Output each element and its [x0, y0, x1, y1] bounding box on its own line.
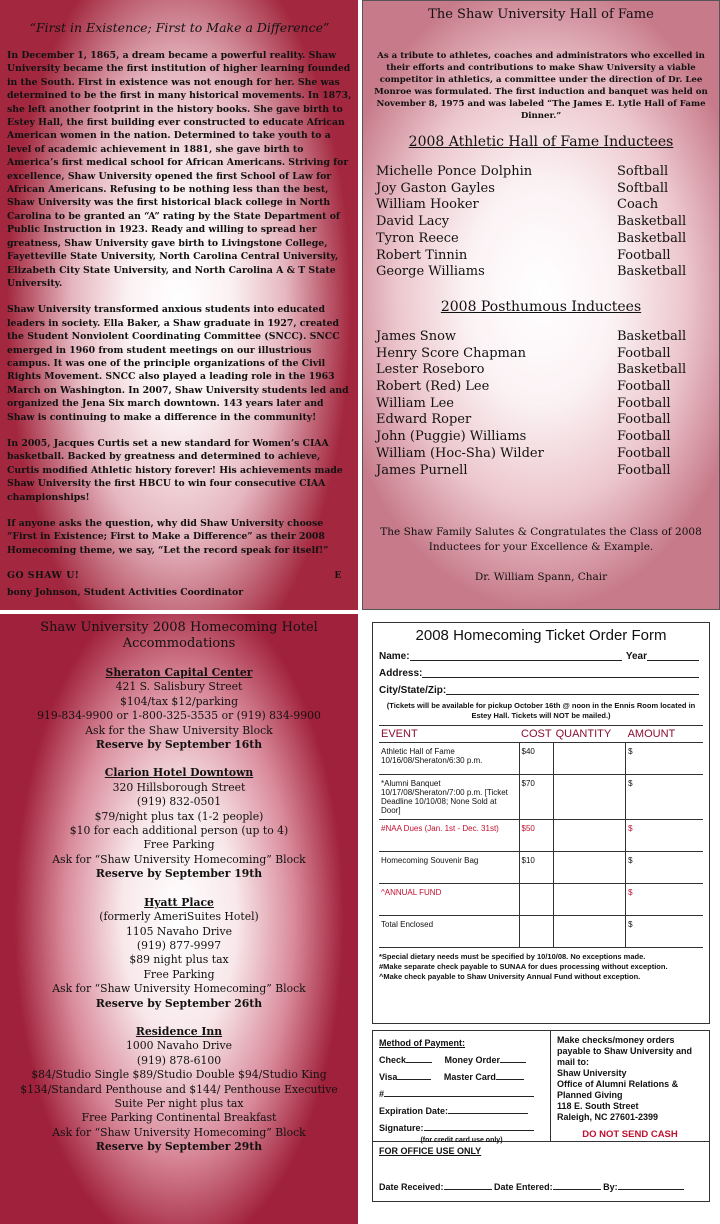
hotel-detail: $89 night plus tax [129, 953, 229, 967]
card-number-field[interactable] [384, 1096, 534, 1097]
hotel-detail: (919) 832-0501 [136, 795, 222, 809]
hotel-detail: 421 S. Salisbury Street [115, 680, 243, 694]
cost-header: COST [519, 726, 554, 743]
inductee-name: Michelle Ponce Dolphin [376, 164, 533, 179]
item-cost: $70 [519, 775, 554, 820]
payment-section [372, 1030, 710, 1142]
item-amount[interactable]: $ [626, 852, 703, 884]
inductee-row [373, 214, 709, 231]
payment-method [373, 1031, 551, 1144]
hotel-name: Hyatt Place [144, 895, 214, 909]
item-amount[interactable]: $ [626, 820, 703, 852]
inductee-sport: Football [617, 412, 671, 428]
check-option[interactable]: Check [379, 1055, 407, 1065]
inductee-name: Lester Roseboro [376, 362, 485, 378]
inductee-sport: Football [617, 395, 671, 411]
item-event: Athletic Hall of Fame 10/16/08/Sheraton/6:30 p.m. [379, 743, 519, 775]
event-header: EVENT [379, 726, 519, 743]
no-cash-warning: DO NOT SEND CASH [582, 1129, 678, 1140]
inductee-sport: Basketball [617, 328, 687, 344]
item-quantity[interactable] [554, 743, 626, 775]
inductee-name: Robert Tinnin [376, 247, 468, 263]
inductee-name: Henry Score Chapman [376, 345, 526, 361]
inductee-name: John (Puggie) Williams [376, 429, 527, 445]
item-amount[interactable]: $ [626, 916, 703, 948]
cheer-letter: E [334, 570, 342, 582]
inductees-heading: 2008 Athletic Hall of Fame Inductees [408, 134, 674, 150]
hotel-entry [6, 766, 352, 881]
form-title: 2008 Homecoming Ticket Order Form [415, 627, 667, 644]
inductee-name: James Snow [376, 328, 457, 344]
inductee-row [373, 362, 709, 379]
name-label: Name: [379, 651, 410, 662]
inductee-row [373, 181, 709, 198]
inductee-row [373, 248, 709, 265]
inductee-name: William (Hoc-Sha) Wilder [376, 445, 544, 461]
order-items-table [379, 725, 703, 948]
item-amount[interactable]: $ [626, 743, 703, 775]
card-row [379, 1069, 544, 1086]
hotel-reserve-deadline: Reserve by September 19th [95, 867, 263, 881]
name-field[interactable] [410, 648, 622, 661]
mail-address-line: Shaw University [557, 1068, 627, 1078]
payment-heading: Method of Payment: [379, 1038, 466, 1048]
signature-row [379, 1120, 544, 1137]
fund-note: ^Make check payable to Shaw University Annual Fund without exception. [379, 972, 641, 981]
hotel-detail: Ask for “Shaw University Homecoming” Block [52, 1125, 306, 1139]
cheer-line [7, 570, 352, 581]
inductee-name: William Hooker [376, 197, 479, 213]
inductee-row [373, 197, 709, 214]
history-paragraph: If anyone asks the question, why did Shaw University choose “First in Existence; First to Make a Difference” as their 2008 Homecoming theme, we say, “Let the record speak for itself!” [7, 518, 329, 556]
money-order-option[interactable]: Money Order [444, 1055, 501, 1065]
inductee-sport: Football [617, 379, 671, 395]
inductee-sport: Basketball [617, 362, 687, 378]
hall-intro: As a tribute to athletes, coaches and administrators who excelled in their efforts and contributions to make Shaw University a viable competitor in athletics, a committee under the direction of Dr. Lee Monroe was formulated. The first induction and banquet was held on November 8, 1975 and was labeled “The James E. Lytle Hall of Fame Dinner.” [374, 51, 708, 121]
expiration-label: Expiration Date: [379, 1106, 449, 1116]
inductees-table [373, 164, 709, 281]
hall-title: The Shaw University Hall of Fame [428, 7, 654, 22]
hotel-detail: 1000 Navaho Drive [126, 1039, 232, 1053]
order-item-row [379, 916, 703, 948]
inductee-row [373, 164, 709, 181]
csz-field[interactable] [446, 682, 699, 695]
hotel-detail: $10 for each additional person (up to 4) [69, 824, 289, 838]
name-row [379, 648, 703, 665]
hotel-detail: $79/night plus tax (1-2 people) [94, 809, 264, 823]
inductee-row [373, 463, 709, 480]
item-event: *Alumni Banquet 10/17/08/Sheraton/7:00 p.m. [Ticket Deadline 10/10/08; None Sold at Door] [379, 775, 519, 820]
card-number-label: # [379, 1089, 385, 1099]
hotels-title: Shaw University 2008 Homecoming Hotel Accommodations [40, 620, 318, 651]
address-label: Address: [379, 668, 423, 679]
pickup-note: (Tickets will be available for pickup October 16th @ noon in the Ennis Room located in Estey Hall. Tickets will NOT be mailed.) [386, 701, 696, 720]
item-event: ^ANNUAL FUND [379, 884, 519, 916]
inductee-sport: Basketball [617, 264, 687, 280]
inductee-row [373, 446, 709, 463]
inductee-sport: Basketball [617, 214, 687, 230]
inductee-sport: Football [617, 445, 671, 461]
office-use-section [372, 1142, 710, 1202]
ticket-order-form [372, 622, 710, 1024]
year-label: Year [625, 651, 647, 662]
hotel-reserve-deadline: Reserve by September 16th [95, 738, 263, 752]
item-quantity[interactable] [554, 820, 626, 852]
order-item-row [379, 852, 703, 884]
hotel-detail: Ask for “Shaw University Homecoming” Block [52, 982, 306, 996]
city-state-zip-row [379, 682, 703, 699]
salute-text: The Shaw Family Salutes & Congratulates the Class of 2008 Inductees for your Excellence & Example. [380, 526, 702, 554]
card-number-row [379, 1086, 544, 1103]
item-event: Total Enclosed [379, 916, 519, 948]
inductee-row [373, 379, 709, 396]
cheer-text: GO SHAW U! [7, 570, 80, 582]
mail-address-line: Office of Alumni Relations & Planned Giving [557, 1079, 679, 1100]
inductee-name: James Purnell [376, 462, 468, 478]
item-event: Homecoming Souvenir Bag [379, 852, 519, 884]
dues-note: #Make separate check payable to SUNAA for dues processing without exception. [379, 962, 668, 971]
hotels-panel [0, 614, 358, 1224]
inductee-row [373, 264, 709, 281]
hotel-detail: 320 Hillsborough Street [112, 780, 246, 794]
inductee-name: Edward Roper [376, 412, 472, 428]
hotel-detail: (919) 878-6100 [136, 1053, 222, 1067]
item-quantity[interactable] [554, 884, 626, 916]
item-cost: $10 [519, 852, 554, 884]
date-entered-label: Date Entered: [494, 1182, 553, 1192]
inductee-row [373, 329, 709, 346]
posthumous-table [373, 329, 709, 479]
inductee-sport: Softball [617, 180, 669, 196]
mail-address-line: Raleigh, NC 27601-2399 [557, 1112, 659, 1122]
order-item-row [379, 743, 703, 775]
order-item-row [379, 775, 703, 820]
by-field[interactable] [618, 1189, 684, 1190]
hotel-detail: (formerly AmeriSuites Hotel) [99, 910, 259, 924]
history-paragraph: In December 1, 1865, a dream became a powerful reality. Shaw University became the first institution of higher learning founded in the South. First in existence was not enough for her. She was determined to be the first in many historical movements. In 1873, she left another footprint in the history books. She gave birth to Estey Hall, the first building ever constructed to educate African American women in the nation. Determined to take youth to a level of academic achievement in 1881, she gave birth to America’s first medical school for African Americans. Striving for excellence, Shaw University opened the first School of Law for African Americans. Refusing to be nothing less than the best, Shaw University was the first historical black college in North Carolina to be granted an “A” rating by the State Department of Public Instruction in 1923. Ready and willing to spread her greatness, Shaw University gave birth to Livingstone College, Fayetteville State University, North Carolina Central University, Elizabeth City State University, and North Carolina A & T State University. [7, 50, 352, 289]
by-label: By: [603, 1182, 618, 1192]
inductee-sport: Football [617, 429, 671, 445]
item-amount[interactable]: $ [626, 775, 703, 820]
amount-header: AMOUNT [626, 726, 703, 743]
hotel-name: Sheraton Capital Center [105, 666, 253, 679]
signature-field[interactable] [424, 1130, 534, 1131]
hotel-detail: Free Parking [143, 967, 215, 981]
date-entered-field[interactable] [553, 1189, 601, 1190]
year-field[interactable] [647, 648, 699, 661]
inductee-row [373, 231, 709, 248]
date-received-field[interactable] [444, 1189, 492, 1190]
hotel-name: Clarion Hotel Downtown [104, 766, 254, 780]
order-item-row [379, 820, 703, 852]
inductee-sport: Coach [617, 197, 659, 213]
hall-of-fame-panel [362, 0, 720, 610]
posthumous-heading: 2008 Posthumous Inductees [440, 298, 642, 315]
history-paragraph: Shaw University transformed anxious students into educated leaders in society. Ella Baker, a Shaw graduate in 1927, created the Student Nonviolent Coordinating Committee (SNCC). SNCC emerged in 1960 from student meetings on our illustrious campus. It was one of the principle organizations of the Civil Rights Movement. SNCC also played a leading role in the 1963 March on Washington. In 2007, Shaw University students led and organized the Jena Six march downtown. 143 years later and Shaw is continuing to make a difference in the community! [7, 304, 349, 423]
expiration-field[interactable] [448, 1113, 528, 1114]
mailing-info [551, 1031, 709, 1141]
hotel-detail: 919-834-9900 or 1-800-325-3535 or (919) 834-9900 [37, 709, 321, 723]
history-paragraph: In 2005, Jacques Curtis set a new standard for Women’s CIAA basketball. Backed by greatness and determined to achieve, Curtis modified Athletic history forever! His achievements made Shaw University the first HBCU to win four consecutive CIAA championships! [7, 437, 343, 503]
inductee-row [373, 412, 709, 429]
mail-address-line: 118 E. South Street [557, 1101, 639, 1111]
order-item-row [379, 884, 703, 916]
inductee-sport: Football [617, 345, 671, 361]
dietary-note: *Special dietary needs must be specified by 10/10/08. No exceptions made. [379, 952, 646, 961]
hotel-entry [6, 1025, 352, 1155]
hotel-detail: Free Parking Continental Breakfast [81, 1111, 277, 1125]
hotel-name: Residence Inn [135, 1024, 223, 1038]
mail-instruction: Make checks/money orders payable to Shaw University and mail to: [557, 1035, 693, 1067]
item-quantity[interactable] [554, 916, 626, 948]
signature-note: (for credit card use only) [420, 1137, 503, 1144]
item-event: #NAA Dues (Jan. 1st - Dec. 31st) [379, 820, 519, 852]
date-received-label: Date Received: [379, 1182, 444, 1192]
item-cost: $40 [519, 743, 554, 775]
history-panel [0, 0, 358, 610]
hotel-list [6, 666, 352, 1155]
inductee-name: George Williams [376, 264, 485, 280]
office-heading: FOR OFFICE USE ONLY [379, 1146, 482, 1156]
hotel-entry [6, 896, 352, 1011]
inductee-row [373, 396, 709, 413]
inductee-sport: Football [617, 247, 671, 263]
item-cost [519, 916, 554, 948]
hotel-detail: Ask for the Shaw University Block [85, 723, 273, 737]
master-card-option[interactable]: Master Card [443, 1072, 496, 1082]
inductee-row [373, 346, 709, 363]
order-form-panel [362, 614, 720, 1224]
item-quantity[interactable] [554, 852, 626, 884]
hotel-reserve-deadline: Reserve by September 26th [95, 996, 263, 1010]
inductee-name: Robert (Red) Lee [376, 379, 490, 395]
hotel-detail: $134/Standard Penthouse and $144/ Penthouse Executive Suite Per night plus tax [20, 1082, 338, 1110]
inductee-row [373, 429, 709, 446]
signature-label: Signature: [379, 1123, 424, 1133]
address-field[interactable] [422, 665, 699, 678]
hotel-detail: (919) 877-9997 [136, 938, 222, 952]
expiration-row [379, 1103, 544, 1120]
hotel-detail: 1105 Navaho Drive [126, 924, 232, 938]
hotel-detail: $84/Studio Single $89/Studio Double $94/Studio King [31, 1068, 327, 1082]
csz-label: City/State/Zip: [379, 685, 447, 696]
inductee-sport: Football [617, 462, 671, 478]
hotel-detail: Free Parking [143, 838, 215, 852]
hotel-detail: $104/tax $12/parking [119, 694, 239, 708]
inductee-name: Joy Gaston Gayles [376, 180, 495, 196]
inductee-name: Tyron Reece [376, 230, 459, 246]
inductee-sport: Softball [617, 164, 669, 179]
order-notes [379, 952, 703, 982]
hotel-detail: Ask for “Shaw University Homecoming” Block [52, 852, 306, 866]
visa-option[interactable]: Visa [379, 1072, 398, 1082]
office-fields-row [379, 1182, 703, 1192]
item-cost [519, 884, 554, 916]
item-quantity[interactable] [554, 775, 626, 820]
inductee-name: William Lee [376, 395, 454, 411]
check-money-order-row [379, 1052, 544, 1069]
history-title: “First in Existence; First to Make a Difference” [29, 20, 330, 35]
quantity-header: QUANTITY [554, 726, 626, 743]
hotel-reserve-deadline: Reserve by September 29th [95, 1140, 263, 1154]
inductee-name: David Lacy [376, 214, 450, 230]
item-cost: $50 [519, 820, 554, 852]
chair-name: Dr. William Spann, Chair [474, 571, 608, 584]
history-signature: bony Johnson, Student Activities Coordinator [7, 587, 244, 599]
hotel-entry [6, 666, 352, 752]
address-row [379, 665, 703, 682]
item-amount[interactable]: $ [626, 884, 703, 916]
inductee-sport: Basketball [617, 230, 687, 246]
